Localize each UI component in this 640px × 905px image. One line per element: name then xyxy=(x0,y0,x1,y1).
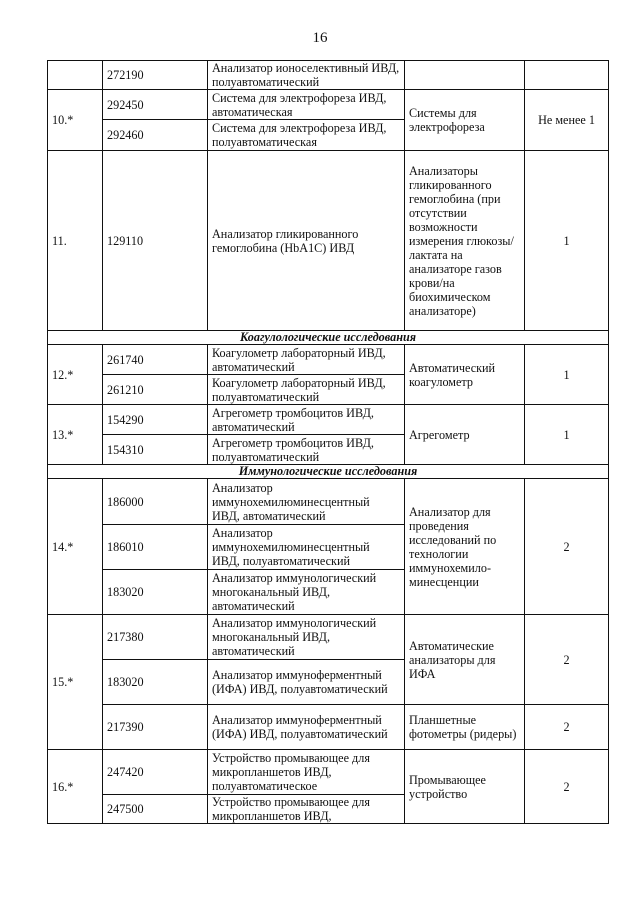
table-row xyxy=(48,405,609,435)
row-number xyxy=(48,61,103,90)
qty-cell: 1 xyxy=(525,151,609,331)
qty-cell: Не менее 1 xyxy=(525,90,609,151)
code-cell: 247500 xyxy=(103,795,208,824)
type-cell: Анализаторы гликированного гемоглобина (при отсутствии возможности измерения глюкозы/ лактата на анализаторе газов крови/на биохимическом анализаторе) xyxy=(405,151,525,331)
row-number: 14.* xyxy=(48,479,103,615)
equipment-table xyxy=(47,60,609,824)
row-number: 11. xyxy=(48,151,103,331)
qty-cell: 1 xyxy=(525,405,609,465)
name-cell: Агрегометр тромбоцитов ИВД, автоматический xyxy=(208,405,405,435)
name-cell: Система для электрофореза ИВД, автоматическая xyxy=(208,90,405,120)
name-cell: Коагулометр лабораторный ИВД, полуавтоматический xyxy=(208,375,405,405)
name-cell: Анализатор иммунохемилюминесцентный ИВД, автоматический xyxy=(208,479,405,525)
qty-cell: 1 xyxy=(525,345,609,405)
name-cell: Анализатор гликированного гемоглобина (HbA1C) ИВД xyxy=(208,151,405,331)
name-cell: Анализатор иммунологический многоканальный ИВД, автоматический xyxy=(208,615,405,660)
code-cell: 183020 xyxy=(103,660,208,705)
qty-cell: 2 xyxy=(525,615,609,705)
qty-cell xyxy=(525,61,609,90)
row-number: 15.* xyxy=(48,615,103,750)
qty-cell: 2 xyxy=(525,705,609,750)
qty-cell: 2 xyxy=(525,479,609,615)
type-cell xyxy=(405,61,525,90)
table-row xyxy=(48,479,609,525)
qty-cell: 2 xyxy=(525,750,609,824)
section-row xyxy=(48,465,609,479)
table-row xyxy=(48,90,609,120)
name-cell: Система для электрофореза ИВД, полуавтоматическая xyxy=(208,120,405,151)
table-row xyxy=(48,615,609,660)
code-cell: 154290 xyxy=(103,405,208,435)
page-number: 16 xyxy=(312,30,328,46)
name-cell: Устройство промывающее для микропланшетов ИВД, полуавтоматическое xyxy=(208,750,405,795)
code-cell: 292460 xyxy=(103,120,208,151)
section-heading-coagulology: Коагулологические исследования xyxy=(48,331,609,345)
name-cell: Анализатор иммуноферментный (ИФА) ИВД, полуавтоматический xyxy=(208,705,405,750)
code-cell: 186010 xyxy=(103,525,208,570)
code-cell: 247420 xyxy=(103,750,208,795)
code-cell: 261210 xyxy=(103,375,208,405)
code-cell: 272190 xyxy=(103,61,208,90)
type-cell: Автоматические анализаторы для ИФА xyxy=(405,615,525,705)
type-cell: Автоматический коагулометр xyxy=(405,345,525,405)
code-cell: 217380 xyxy=(103,615,208,660)
name-cell: Анализатор иммунохемилюминесцентный ИВД, полуавтоматический xyxy=(208,525,405,570)
name-cell: Устройство промывающее для микропланшетов ИВД, xyxy=(208,795,405,824)
row-number: 13.* xyxy=(48,405,103,465)
type-cell: Промывающее устройство xyxy=(405,750,525,824)
type-cell: Планшетные фотометры (ридеры) xyxy=(405,705,525,750)
code-cell: 129110 xyxy=(103,151,208,331)
table-row xyxy=(48,750,609,795)
name-cell: Анализатор иммунологический многоканальный ИВД, автоматический xyxy=(208,570,405,615)
code-cell: 217390 xyxy=(103,705,208,750)
table-row xyxy=(48,61,609,90)
table-row xyxy=(48,151,609,331)
name-cell: Анализатор иммуноферментный (ИФА) ИВД, полуавтоматический xyxy=(208,660,405,705)
name-cell: Агрегометр тромбоцитов ИВД, полуавтоматический xyxy=(208,435,405,465)
type-cell: Анализатор для проведения исследований по технологии иммунохемило-минесценции xyxy=(405,479,525,615)
code-cell: 154310 xyxy=(103,435,208,465)
table-row xyxy=(48,345,609,375)
code-cell: 183020 xyxy=(103,570,208,615)
name-cell: Коагулометр лабораторный ИВД, автоматический xyxy=(208,345,405,375)
name-cell: Анализатор ионоселективный ИВД, полуавтоматический xyxy=(208,61,405,90)
section-row xyxy=(48,331,609,345)
row-number: 12.* xyxy=(48,345,103,405)
type-cell: Системы для электрофореза xyxy=(405,90,525,151)
code-cell: 261740 xyxy=(103,345,208,375)
row-number: 16.* xyxy=(48,750,103,824)
type-cell: Агрегометр xyxy=(405,405,525,465)
code-cell: 292450 xyxy=(103,90,208,120)
code-cell: 186000 xyxy=(103,479,208,525)
section-heading-immunology: Иммунологические исследования xyxy=(48,465,609,479)
table-row xyxy=(48,705,609,750)
row-number: 10.* xyxy=(48,90,103,151)
